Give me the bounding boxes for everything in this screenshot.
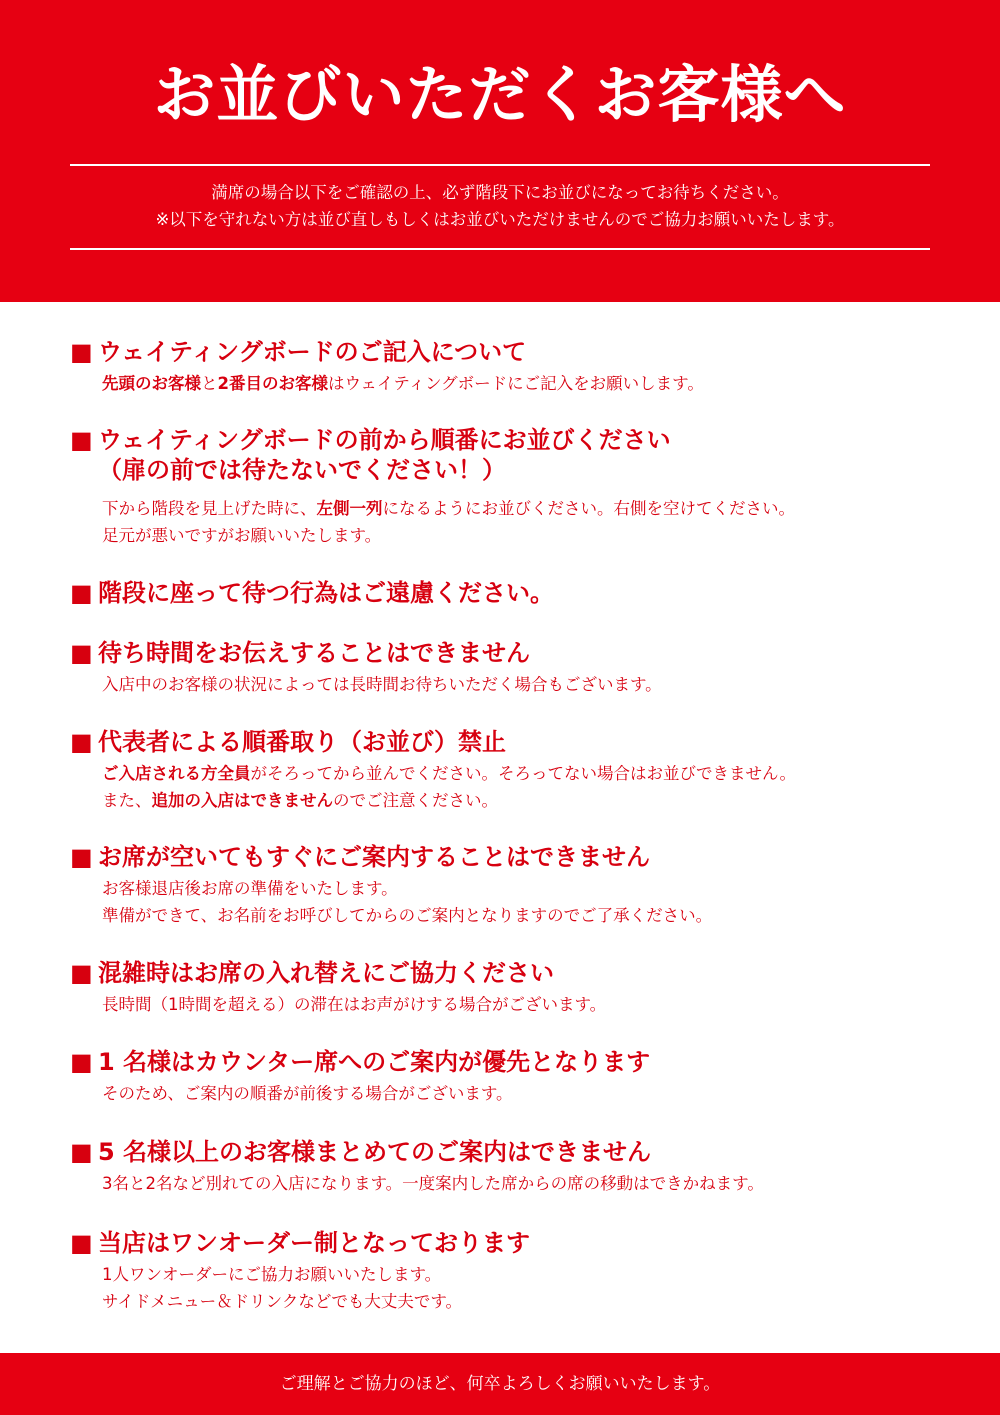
rule-body: 下から階段を見上げた時に、左側一列になるようにお並びください。右側を空けてください。 足元が悪いですがお願いいたします。 [102, 499, 795, 545]
rule-body: 3名と2名など別れての入店になります。一度案内した席からの席の移動はできかねます。 [102, 1174, 764, 1193]
rule-body: 長時間（1時間を超える）の滞在はお声がけする場合がございます。 [102, 995, 607, 1014]
rule-body: お客様退店後お席の準備をいたします。 準備ができて、お名前をお呼びしてからのご案内となりますのでご了承ください。 [102, 879, 713, 925]
intro-text [0, 179, 1000, 233]
rule-heading: ■ 5 名様以上のお客様まとめてのご案内はできません [70, 1138, 652, 1166]
rule-seat-prep [70, 842, 950, 929]
page-title: お並びいただくお客様へ [153, 58, 847, 131]
bullet-square: ■ [70, 338, 93, 366]
header-banner [0, 0, 1000, 302]
rule-heading: ■ 階段に座って待つ行為はご遠慮ください。 [70, 579, 554, 607]
rule-counter-priority [70, 1047, 950, 1107]
rule-line-order [70, 425, 950, 549]
bullet-square: ■ [70, 843, 93, 871]
rule-one-order [70, 1228, 950, 1315]
rule-heading: ■ ウェイティングボードの前から順番にお並びください （扉の前では待たないでください！） [70, 426, 671, 484]
bullet-square: ■ [70, 639, 93, 667]
rule-seat-turnover [70, 958, 950, 1018]
rule-no-proxy [70, 727, 950, 814]
bullet-square: ■ [70, 1229, 93, 1257]
rule-heading: ■ 当店はワンオーダー制となっております [70, 1229, 530, 1257]
bullet-square: ■ [70, 579, 93, 607]
rule-body: 1人ワンオーダーにご協力お願いいたします。 サイドメニュー＆ドリンクなどでも大丈夫です。 [102, 1265, 463, 1311]
rule-waiting-board [70, 337, 950, 397]
rule-heading: ■ 待ち時間をお伝えすることはできません [70, 639, 530, 667]
bullet-square: ■ [70, 426, 93, 454]
rule-body: 入店中のお客様の状況によっては長時間お待ちいただく場合もございます。 [102, 675, 662, 694]
rule-heading: ■ 1 名様はカウンター席へのご案内が優先となります [70, 1048, 651, 1076]
rule-heading: ■ 混雑時はお席の入れ替えにご協力ください [70, 959, 554, 987]
bullet-square: ■ [70, 1048, 93, 1076]
divider-bottom [70, 248, 930, 250]
footer-text: ご理解とご協力のほど、何卒よろしくお願いいたします。 [279, 1374, 721, 1394]
rule-heading: ■ ウェイティングボードのご記入について [70, 338, 527, 366]
rule-heading: ■ 代表者による順番取り（お並び）禁止 [70, 728, 506, 756]
divider-top [70, 164, 930, 166]
bullet-square: ■ [70, 1138, 93, 1166]
rule-body: 先頭のお客様と2番目のお客様はウェイティングボードにご記入をお願いします。 [102, 374, 704, 393]
intro-line-1: 満席の場合以下をご確認の上、必ず階段下にお並びになってお待ちください。 [211, 183, 789, 202]
rule-body: ご入店される方全員がそろってから並んでください。そろってない場合はお並びできません。 また、追加の入店はできませんのでご注意ください。 [102, 764, 796, 810]
intro-line-2: ※以下を守れない方は並び直しもしくはお並びいただけませんのでご協力お願いいたします。 [155, 210, 845, 229]
rule-large-group [70, 1137, 950, 1197]
rule-body: そのため、ご案内の順番が前後する場合がございます。 [102, 1084, 513, 1103]
bullet-square: ■ [70, 728, 93, 756]
rule-wait-time [70, 638, 950, 698]
rule-heading: ■ お席が空いてもすぐにご案内することはできません [70, 843, 650, 871]
footer-banner [0, 1353, 1000, 1415]
bullet-square: ■ [70, 959, 93, 987]
rule-no-sitting [70, 578, 950, 608]
